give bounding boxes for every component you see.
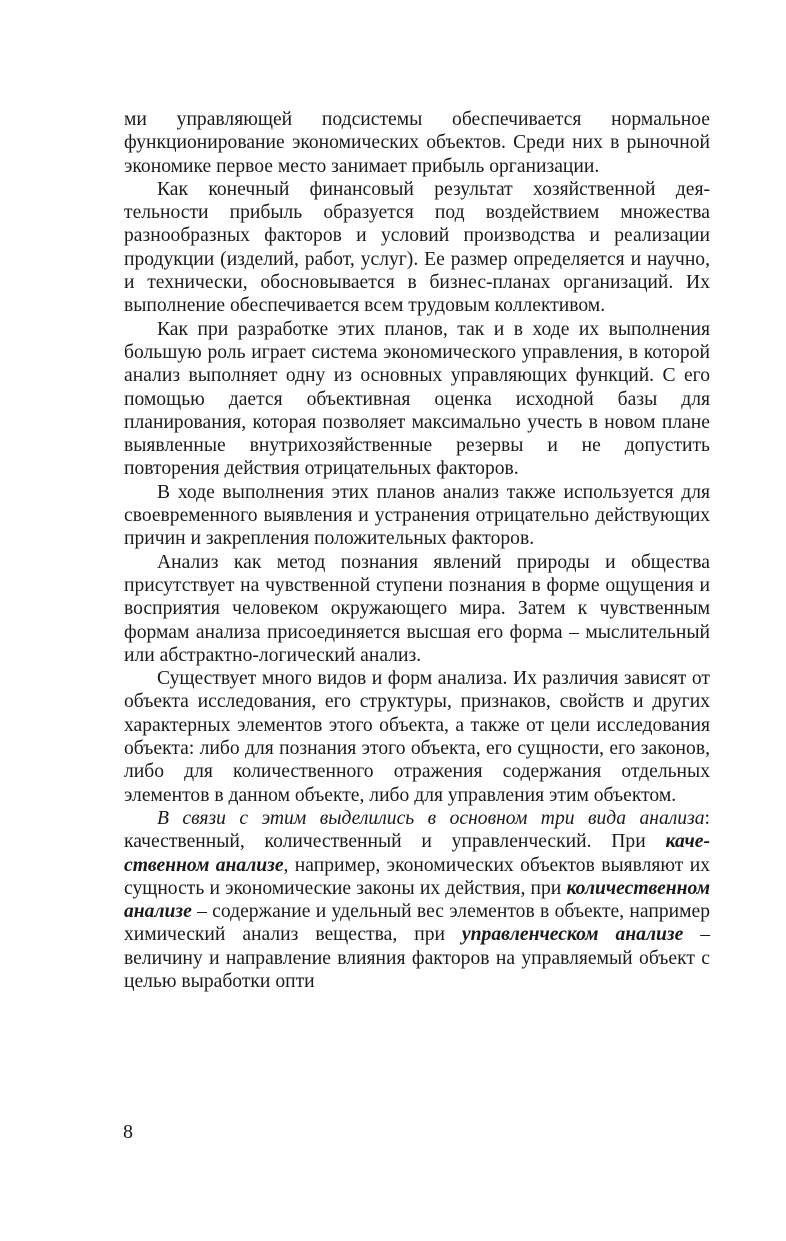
paragraph-7-text: – содержание и удельный вес элементов в объекте, например химический анализ вещества, при [124,901,710,946]
term-management-analysis: управленческом анализе [461,924,684,946]
paragraph-2 [124,178,710,318]
paragraph-3-text: Как при разработке этих планов, так и в ходе их выполнения большую роль играет система экономического управления, в которой анализ выполняет одну из основных управляющих функций. С его помощью дается объективная оценка исходной базы для планирования, которая позволяет максимально учесть в новом плане выявленные внутрихозяйственные резервы и не допустить повторения действия отрицательных факторов. [124,318,710,480]
emphasis-intro: В связи с этим выделились в основном три вида анализа [157,807,705,829]
paragraph-6 [124,667,710,807]
page-number: 8 [123,1121,133,1143]
page-body [124,108,710,993]
paragraph-6-text: Существует много видов и форм анализа. Их различия зависят от объекта исследования, его структуры, признаков, свойств и других характерных элементов этого объекта, а также от цели исследования объекта: либо для познания этого объекта, его сущности, его законов, либо для количественного отражения содержания отдельных элементов в данном объекте, либо для управления этим объектом. [124,668,710,806]
paragraph-2-text: Как конечный финансовый результат хозяйственной деятельности прибыль образуется под воздействием множества разнообразных факторов и условий производства и реализации продукции (изделий, работ, услуг). Ее размер определяется и научно, и технически, обосновывается в бизнес-планах организаций. Их выполнение обеспечивается всем трудовым коллективом. [124,178,710,317]
paragraph-7-text: , например, экономических объектов выявляют их сущность и экономические законы их действия, при [124,854,711,899]
paragraph-3 [124,318,710,481]
term-qualitative-analysis: качественном анализе [124,831,710,876]
paragraph-7 [124,807,710,993]
paragraph-5 [124,551,710,667]
paragraph-4 [124,481,710,551]
paragraph-1 [124,108,710,178]
term-quantitative-analysis: количественном анализе [124,877,710,923]
paragraph-4-text: В ходе выполнения этих планов анализ также используется для своевременного выявления и устранения отрицательно действующих причин и закрепления положительных факторов. [124,481,710,550]
paragraph-7-text: – величину и направление влияния факторов на управляемый объект с целью выработки опти [124,924,711,992]
paragraph-7-text: : качественный, количественный и управленческий. При [124,807,710,853]
paragraph-1-text: ми управляющей подсистемы обеспечивается нормальное функционирование экономических объектов. Среди них в рыночной экономике первое место занимает прибыль организации. [124,109,710,177]
paragraph-5-text: Анализ как метод познания явлений природы и общества присутствует на чувственной ступени познания в форме ощущения и восприятия человеком окружающего мира. Затем к чувственным формам анализа присоединяется высшая его форма – мыслительный или абстрактно-логический анализ. [124,551,710,666]
